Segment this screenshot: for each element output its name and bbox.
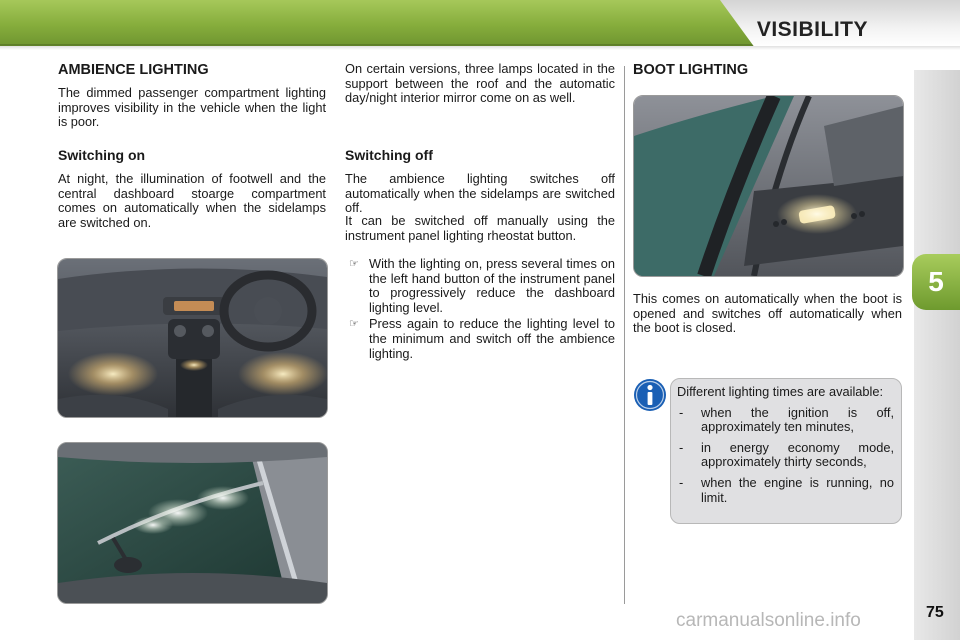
- switching-on-heading: Switching on: [58, 147, 146, 163]
- dashboard-footwell-photo: [57, 258, 328, 418]
- list-item: ☞ Press again to reduce the lighting level to the minimum and switch off the ambience lighting.: [349, 316, 615, 361]
- boot-lighting-photo: [633, 95, 904, 277]
- column-divider: [624, 66, 625, 604]
- list-item: ☞ With the lighting on, press several times on the left hand button of the instrument panel to progressively reduce the dashboard lighting level.: [349, 256, 615, 315]
- ambience-heading: AMBIENCE LIGHTING: [58, 62, 209, 78]
- chapter-tab[interactable]: 5: [912, 254, 960, 310]
- info-intro: Different lighting times are available:: [677, 384, 884, 399]
- page-title: VISIBILITY: [756, 18, 868, 41]
- switching-off-text-1: The ambience lighting switches off automatically when the sidelamps are switched off.: [345, 171, 615, 216]
- watermark: carmanualsonline.info: [676, 610, 861, 631]
- hand-pointer-icon: ☞: [349, 258, 359, 270]
- side-band: [914, 70, 960, 640]
- switching-off-steps: [345, 257, 615, 363]
- roof-lamps-text: On certain versions, three lamps located in the support between the roof and the automatic day/night interior mirror come on as well.: [345, 61, 615, 106]
- info-note-box: [670, 378, 902, 524]
- hand-pointer-icon: ☞: [349, 318, 359, 331]
- boot-lighting-text: This comes on automatically when the boot is opened and switches off automatically when the boot is closed.: [633, 291, 902, 336]
- switching-on-text: At night, the illumination of footwell and the central dashboard stoarge compartment comes on automatically when the sidelamps are switched on.: [58, 171, 326, 230]
- boot-heading: BOOT LIGHTING: [633, 62, 749, 78]
- switching-off-heading: Switching off: [345, 147, 433, 163]
- list-item: - when the engine is running, no limit.: [679, 474, 894, 505]
- ambience-intro: The dimmed passenger compartment lighting improves visibility in the vehicle when the light is poor.: [58, 85, 326, 130]
- list-item: - in energy economy mode, approximately thirty seconds,: [679, 439, 894, 470]
- info-list: [677, 406, 894, 506]
- roof-lamps-photo: [57, 442, 328, 604]
- list-item: - when the ignition is off, approximately ten minutes,: [679, 404, 894, 435]
- switching-off-text-2: It can be switched off manually using the instrument panel lighting rheostat button.: [345, 213, 615, 243]
- info-icon: [633, 378, 667, 412]
- page-number: 75: [926, 604, 944, 621]
